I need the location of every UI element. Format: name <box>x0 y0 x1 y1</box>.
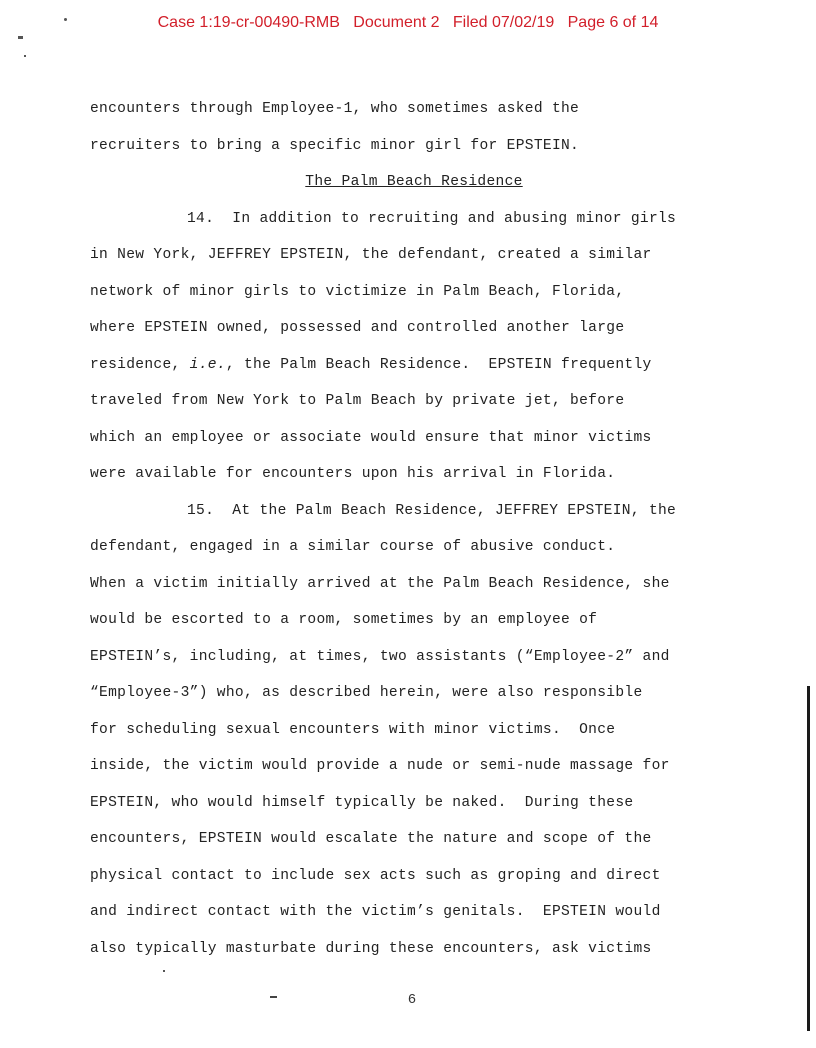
text-line: When a victim initially arrived at the Palm Beach Residence, she <box>90 575 670 592</box>
text-segment: , the Palm Beach Residence. EPSTEIN frequently <box>225 356 652 373</box>
document-body <box>90 97 730 973</box>
italic-abbreviation: i.e. <box>189 356 226 373</box>
text-line: physical contact to include sex acts such as groping and direct <box>90 867 661 884</box>
text-line: and indirect contact with the victim’s genitals. EPSTEIN would <box>90 904 661 920</box>
page-number: 6 <box>407 992 417 1008</box>
text-line: defendant, engaged in a similar course of abusive conduct. <box>90 539 616 555</box>
section-heading: The Palm Beach Residence <box>305 174 523 190</box>
text-line: EPSTEIN, who would himself typically be naked. During these <box>90 794 634 811</box>
scan-edge-line <box>807 686 810 1031</box>
paragraph-15-start: 15. At the Palm Beach Residence, JEFFREY EPSTEIN, the <box>187 502 677 519</box>
text-line: traveled from New York to Palm Beach by private jet, before <box>90 393 625 409</box>
text-line: which an employee or associate would ensure that minor victims <box>90 429 652 446</box>
text-line: EPSTEIN’s, including, at times, two assistants (“Employee-2” and <box>90 648 670 665</box>
text-line <box>90 353 730 390</box>
text-line: encounters, EPSTEIN would escalate the nature and scope of the <box>90 831 652 847</box>
paragraph-14-start: 14. In addition to recruiting and abusing minor girls <box>187 210 677 227</box>
court-filing-header <box>0 14 816 32</box>
text-segment: residence, <box>90 356 190 373</box>
scan-speck <box>64 18 67 21</box>
text-line: would be escorted to a room, sometimes by an employee of <box>90 612 598 628</box>
scan-speck <box>24 55 26 57</box>
text-line: inside, the victim would provide a nude or semi-nude massage for <box>90 758 670 774</box>
filed-date: Filed 07/02/19 <box>452 14 555 31</box>
scan-speck <box>18 36 23 39</box>
text-line: network of minor girls to victimize in Palm Beach, Florida, <box>90 283 625 300</box>
page-indicator: Page 6 of 14 <box>567 14 659 31</box>
text-line: where EPSTEIN owned, possessed and controlled another large <box>90 320 625 336</box>
text-line: also typically masturbate during these encounters, ask victims <box>90 940 652 957</box>
text-line: encounters through Employee-1, who sometimes asked the <box>90 101 580 117</box>
case-number: Case 1:19-cr-00490-RMB <box>157 14 340 31</box>
text-line: in New York, JEFFREY EPSTEIN, the defendant, created a similar <box>90 247 652 263</box>
text-line: recruiters to bring a specific minor girl for EPSTEIN. <box>90 137 580 154</box>
document-number: Document 2 <box>353 14 440 31</box>
text-line: “Employee-3”) who, as described herein, were also responsible <box>90 685 643 701</box>
text-line: were available for encounters upon his arrival in Florida. <box>90 466 616 482</box>
text-line: for scheduling sexual encounters with minor victims. Once <box>90 721 616 738</box>
